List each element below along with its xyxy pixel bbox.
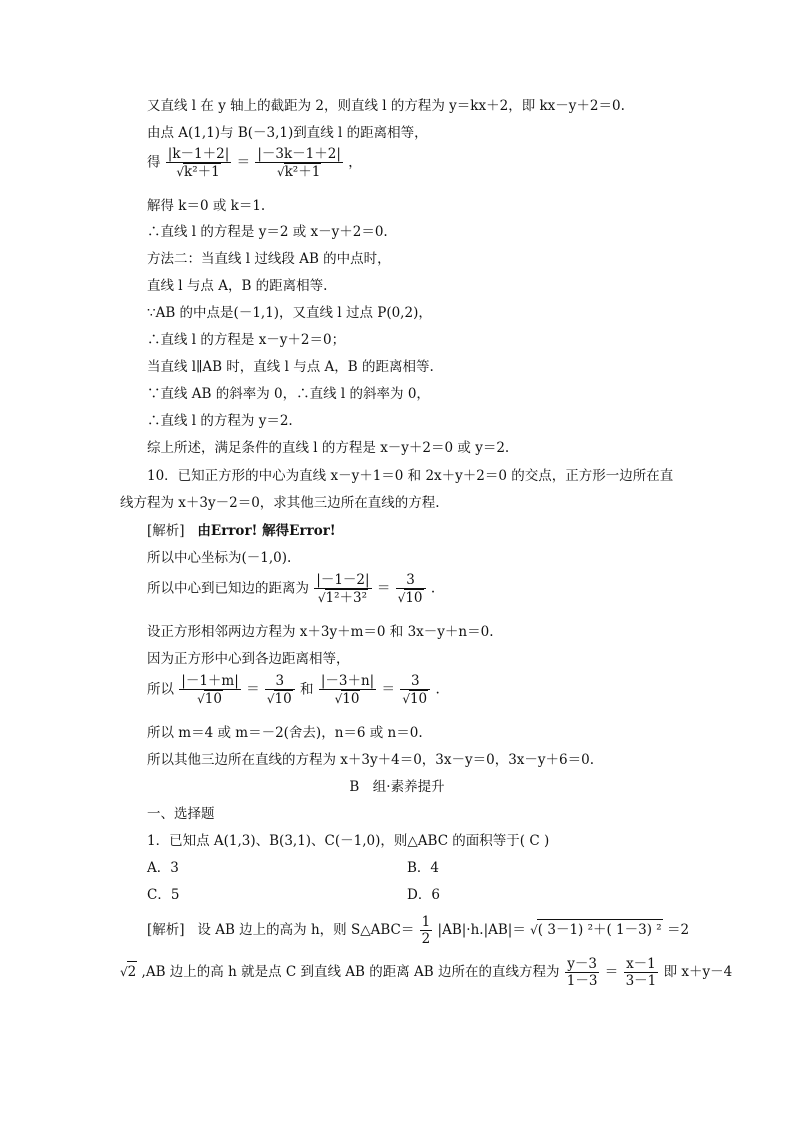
denominator: √k²＋1 — [176, 164, 220, 180]
text-fragment: . — [435, 681, 440, 698]
radicand: 10 — [342, 691, 360, 707]
solution-line: √2 ,AB 边上的高 h 就是点 C 到直线 AB 的距离 AB 边所在的直线方程为 $\frac{y-3}{1-3}$ ＝ $\frac{x-1}{3-1}$ 即 x＋y－4 — [120, 956, 733, 989]
text-line: 当直线 l∥AB 时，直线 l 与点 A，B 的距离相等. — [147, 359, 434, 375]
denominator: √10 — [397, 590, 423, 606]
radicand: 10 — [274, 691, 292, 707]
numerator: |k－1＋2| — [167, 146, 230, 162]
denominator: √1²＋3² — [317, 590, 368, 606]
text-fragment: 设 AB 边上的高为 h，则 S△ABC＝ — [197, 922, 415, 938]
numerator: 3 — [400, 673, 430, 690]
radicand: 1²＋3² — [325, 590, 368, 606]
denominator: √10 — [402, 691, 428, 707]
text-fragment: 和 — [300, 681, 314, 698]
text-fragment: 所以中心到已知边的距离为 — [147, 580, 309, 597]
numerator: 3 — [396, 572, 426, 589]
text-line: 所以其他三边所在直线的方程为 x＋3y＋4＝0，3x－y＝0，3x－y＋6＝0. — [147, 752, 595, 768]
denominator: √10 — [334, 691, 360, 707]
text-line: 所以 m＝4 或 m＝－2(舍去)，n＝6 或 n＝0. — [147, 725, 423, 741]
text-fragment: 即 x＋y－4 — [663, 964, 733, 980]
text-fragment: 所以 — [147, 681, 174, 698]
fraction — [265, 673, 295, 707]
text-fragment: 得 — [147, 154, 161, 171]
text-line: 由点 A(1,1)与 B(－3,1)到直线 l 的距离相等， — [147, 125, 428, 141]
text-line: 综上所述，满足条件的直线 l 的方程是 x－y＋2＝0 或 y＝2. — [147, 440, 510, 456]
text-fragment: 由Error! 解得Error! — [197, 523, 336, 539]
text-fragment: ＝ — [381, 681, 396, 698]
text-line: 方法二：当直线 l 过线段 AB 的中点时， — [147, 251, 391, 267]
option-d: D．6 — [407, 887, 440, 903]
text-fragment: |AB|·h.|AB|＝ — [437, 922, 526, 938]
text-line: 直线 l 与点 A，B 的距离相等. — [147, 278, 328, 294]
numerator: |－1－2| — [316, 572, 370, 588]
solution-line: [解析] 设 AB 边上的高为 h，则 S△ABC＝ $\frac{1}{2}$ |AB|·h.|AB|＝ √( 3－1) ²＋( 1－3) ² ＝2 — [147, 914, 690, 947]
text-line: 一、选择题 — [147, 806, 215, 822]
denominator: √10 — [197, 691, 222, 707]
problem-statement: 10．已知正方形的中心为直线 x－y＋1＝0 和 2x＋y＋2＝0 的交点，正方形一边所在直 — [147, 468, 674, 484]
text-line: 设正方形相邻两边方程为 x＋3y＋m＝0 和 3x－y＋n＝0. — [147, 624, 494, 640]
radicand: ( 3－1) ²＋( 1－3) ² — [537, 919, 663, 940]
fraction — [420, 914, 433, 947]
fraction — [624, 956, 659, 989]
text-line: ∴直线 l 的方程是 x－y＋2＝0； — [147, 332, 346, 348]
radicand: k²＋1 — [184, 164, 220, 180]
text-line: ∴直线 l 的方程为 y＝2. — [147, 413, 293, 429]
text-fragment: ＝ — [246, 681, 260, 698]
solution-label: [解析] — [147, 523, 185, 539]
denominator: 1－3 — [566, 973, 598, 989]
option-c: C．5 — [147, 887, 180, 903]
numerator: y－3 — [565, 956, 600, 973]
section-heading: B 组·素养提升 — [349, 779, 445, 795]
numerator: |－3＋n| — [320, 673, 375, 689]
fraction — [565, 956, 600, 989]
denominator: √k²＋1 — [276, 164, 321, 180]
radicand: 10 — [409, 691, 428, 707]
text-fragment: ， — [348, 154, 362, 171]
text-line: 又直线 l 在 y 轴上的截距为 2，则直线 l 的方程为 y＝kx＋2，即 kx－y＋2＝0. — [147, 98, 625, 114]
denominator: 3－1 — [625, 973, 657, 989]
radicand: 10 — [204, 691, 222, 707]
question-line: 1．已知点 A(1,3)、B(3,1)、C(－1,0)，则△ABC 的面积等于( C ) — [147, 833, 550, 849]
text-line: ∵直线 AB 的斜率为 0，∴直线 l 的斜率为 0， — [147, 386, 430, 402]
option-b: B．4 — [407, 860, 440, 876]
equation-line — [147, 673, 440, 707]
numerator: x－1 — [624, 956, 659, 973]
numerator: 3 — [265, 673, 295, 690]
text-line: 所以中心坐标为(－1,0). — [147, 550, 292, 566]
fraction — [255, 146, 343, 180]
text-fragment: ＝2 — [667, 922, 690, 938]
fraction — [166, 146, 231, 180]
numerator: 1 — [421, 914, 431, 930]
radicand: 2 — [127, 961, 138, 982]
numerator: |－3k－1＋2| — [257, 146, 341, 162]
solution-label: [解析] — [147, 922, 185, 938]
text-fragment: ＝ — [236, 154, 251, 171]
fraction — [400, 673, 430, 707]
fraction — [314, 572, 371, 606]
numerator: |－1＋m| — [181, 673, 239, 689]
fraction — [179, 673, 241, 707]
problem-statement: 线方程为 x＋3y－2＝0，求其他三边所在直线的方程. — [120, 495, 440, 511]
radicand: 10 — [405, 590, 423, 606]
text-fragment: ＝ — [604, 964, 619, 980]
text-line: 解得 k＝0 或 k＝1. — [147, 198, 266, 214]
text-line: ∴直线 l 的方程是 y＝2 或 x－y＋2＝0. — [147, 224, 388, 240]
text-fragment: ＝ — [376, 580, 391, 597]
denominator: 2 — [421, 931, 431, 947]
denominator: √10 — [266, 691, 292, 707]
equation-line — [147, 572, 435, 606]
text-line: ∵AB 的中点是(－1,1)，又直线 l 过点 P(0,2)， — [147, 305, 432, 321]
text-fragment: ,AB 边上的高 h 就是点 C 到直线 AB 的距离 AB 边所在的直线方程为 — [141, 964, 560, 980]
radicand: k²＋1 — [284, 164, 321, 180]
fraction — [396, 572, 426, 606]
text-fragment: . — [430, 580, 436, 597]
text-line: 因为正方形中心到各边距离相等， — [147, 651, 350, 667]
fraction — [319, 673, 376, 707]
option-a: A．3 — [147, 860, 179, 876]
equation-line — [147, 146, 362, 180]
solution-line — [147, 521, 336, 541]
